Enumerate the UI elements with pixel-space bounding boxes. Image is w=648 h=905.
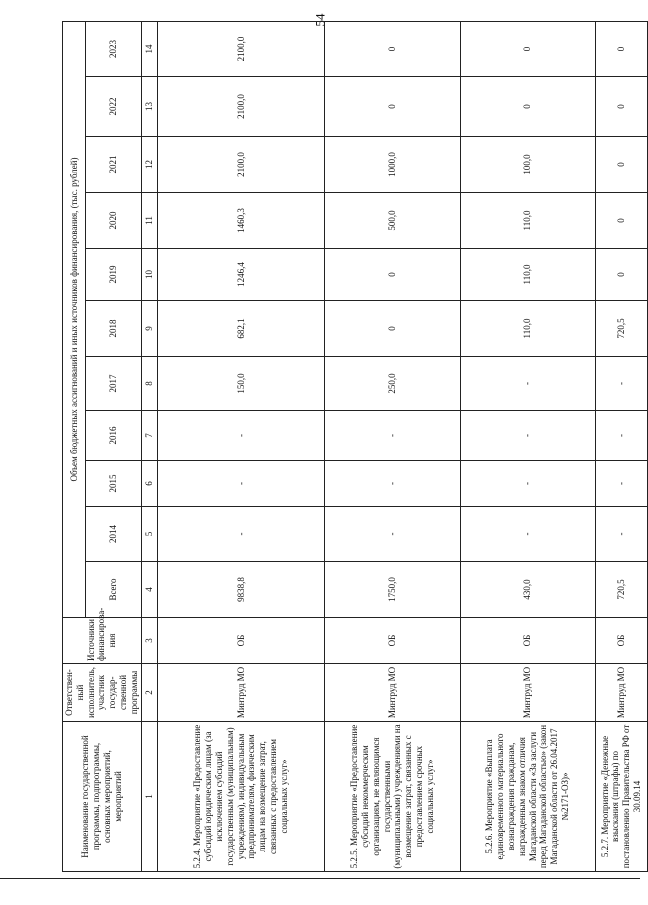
column-number: 5 — [141, 507, 157, 562]
row-value: - — [325, 411, 460, 461]
row-value: 250,0 — [325, 357, 460, 411]
header-year: 2015 — [86, 461, 142, 507]
row-value: - — [595, 411, 647, 461]
row-value: 2100,0 — [157, 137, 325, 193]
row-value: 1460,3 — [157, 193, 325, 249]
row-value: - — [595, 507, 647, 562]
row-value: 150,0 — [157, 357, 325, 411]
bottom-divider — [0, 878, 640, 879]
row-value: - — [157, 411, 325, 461]
column-number: 10 — [141, 249, 157, 301]
row-total: 430,0 — [460, 562, 595, 618]
column-number: 8 — [141, 357, 157, 411]
page-number: 54 — [312, 13, 327, 27]
table-row — [460, 21, 595, 871]
row-executor: Минтруд МО — [460, 664, 595, 722]
table-row — [325, 21, 460, 871]
row-value: 0 — [325, 249, 460, 301]
row-source: ОБ — [460, 618, 595, 664]
row-value: - — [460, 357, 595, 411]
row-value: - — [460, 507, 595, 562]
row-value: - — [595, 461, 647, 507]
row-value: 110,0 — [460, 301, 595, 357]
row-name: 5.2.6. Мероприятие «Выплата единовременного материального вознаграждения гражданам, награжденным знаком отличия Магаданской области «За заслуги перед Магаданской областью» (закон Магаданской области от 26.04.2017 №2171-ОЗ)» — [460, 722, 595, 872]
row-value: 110,0 — [460, 193, 595, 249]
header-year: 2014 — [86, 507, 142, 562]
row-value: - — [460, 411, 595, 461]
row-executor: Минтруд МО — [157, 664, 325, 722]
row-executor: Минтруд МО — [325, 664, 460, 722]
table-row — [595, 21, 647, 871]
funding-table — [62, 21, 648, 872]
row-value: 0 — [460, 77, 595, 137]
header-year: 2018 — [86, 301, 142, 357]
row-value: 0 — [325, 21, 460, 76]
column-number: 11 — [141, 193, 157, 249]
column-number: 2 — [141, 664, 157, 722]
header-year: 2021 — [86, 137, 142, 193]
row-total: 720,5 — [595, 562, 647, 618]
row-value: 2100,0 — [157, 21, 325, 76]
row-value: 0 — [325, 301, 460, 357]
rotated-table-area — [62, 22, 642, 872]
row-value: 0 — [325, 77, 460, 137]
header-year: 2016 — [86, 411, 142, 461]
row-value: 110,0 — [460, 249, 595, 301]
column-number: 1 — [141, 722, 157, 872]
row-value: 0 — [595, 21, 647, 76]
row-value: 0 — [595, 249, 647, 301]
column-number-row — [141, 21, 157, 871]
row-source: ОБ — [595, 618, 647, 664]
row-value: - — [157, 507, 325, 562]
row-value: - — [595, 357, 647, 411]
row-source: ОБ — [157, 618, 325, 664]
column-number: 9 — [141, 301, 157, 357]
header-total: Всего — [86, 562, 142, 618]
row-name: 5.2.4. Мероприятие «Предоставление субсидий юридическим лицам (за исключением субсидий государственным (муниципальным) учреждениям), индивидуальным предпринимателям, физическим лицам на возмещение затрат, связанных с предоставлением социальных услуг» — [157, 722, 325, 872]
header-year: 2022 — [86, 77, 142, 137]
rotated-table-wrapper — [62, 22, 642, 872]
column-number: 7 — [141, 411, 157, 461]
row-value: - — [460, 461, 595, 507]
row-value: 0 — [595, 137, 647, 193]
row-value: - — [325, 461, 460, 507]
row-value: - — [157, 461, 325, 507]
row-source: ОБ — [325, 618, 460, 664]
row-value: 0 — [595, 77, 647, 137]
row-total: 9838,8 — [157, 562, 325, 618]
row-value: - — [325, 507, 460, 562]
column-number: 14 — [141, 21, 157, 76]
header-year: 2023 — [86, 21, 142, 76]
row-value: 100,0 — [460, 137, 595, 193]
header-year: 2019 — [86, 249, 142, 301]
row-value: 500,0 — [325, 193, 460, 249]
header-year: 2017 — [86, 357, 142, 411]
column-number: 4 — [141, 562, 157, 618]
row-value: 0 — [595, 193, 647, 249]
column-number: 3 — [141, 618, 157, 664]
header-source: Источники финансирова-ния — [63, 618, 142, 664]
row-value: 1246,4 — [157, 249, 325, 301]
column-number: 13 — [141, 77, 157, 137]
row-value: 0 — [460, 21, 595, 76]
header-year: 2020 — [86, 193, 142, 249]
row-name: 5.2.7. Мероприятие «Денежные взыскания (штрафы) по постановлению Правительства РФ от 30.09.14 — [595, 722, 647, 872]
row-value: 682,1 — [157, 301, 325, 357]
column-number: 12 — [141, 137, 157, 193]
row-value: 1000,0 — [325, 137, 460, 193]
table-row — [157, 21, 325, 871]
row-value: 720,5 — [595, 301, 647, 357]
header-name: Наименование государственной программы, подпрограммы, основных мероприятий, мероприятий — [63, 722, 142, 872]
header-funding-group: Объем бюджетных ассигнований и иных источников финансирования, (тыс. рублей) — [63, 21, 86, 617]
row-total: 1750,0 — [325, 562, 460, 618]
header-executor: Ответствен-ный исполнитель, участник государ-ственной программы — [63, 664, 142, 722]
row-value: 2100,0 — [157, 77, 325, 137]
row-executor: Минтруд МО — [595, 664, 647, 722]
column-number: 6 — [141, 461, 157, 507]
row-name: 5.2.5. Мероприятие «Предоставление субсидий некоммерческим организациям, не являющимся государственными (муниципальными) учреждениями на возмещение затрат, связанных с предоставлением срочных социальных услуг» — [325, 722, 460, 872]
